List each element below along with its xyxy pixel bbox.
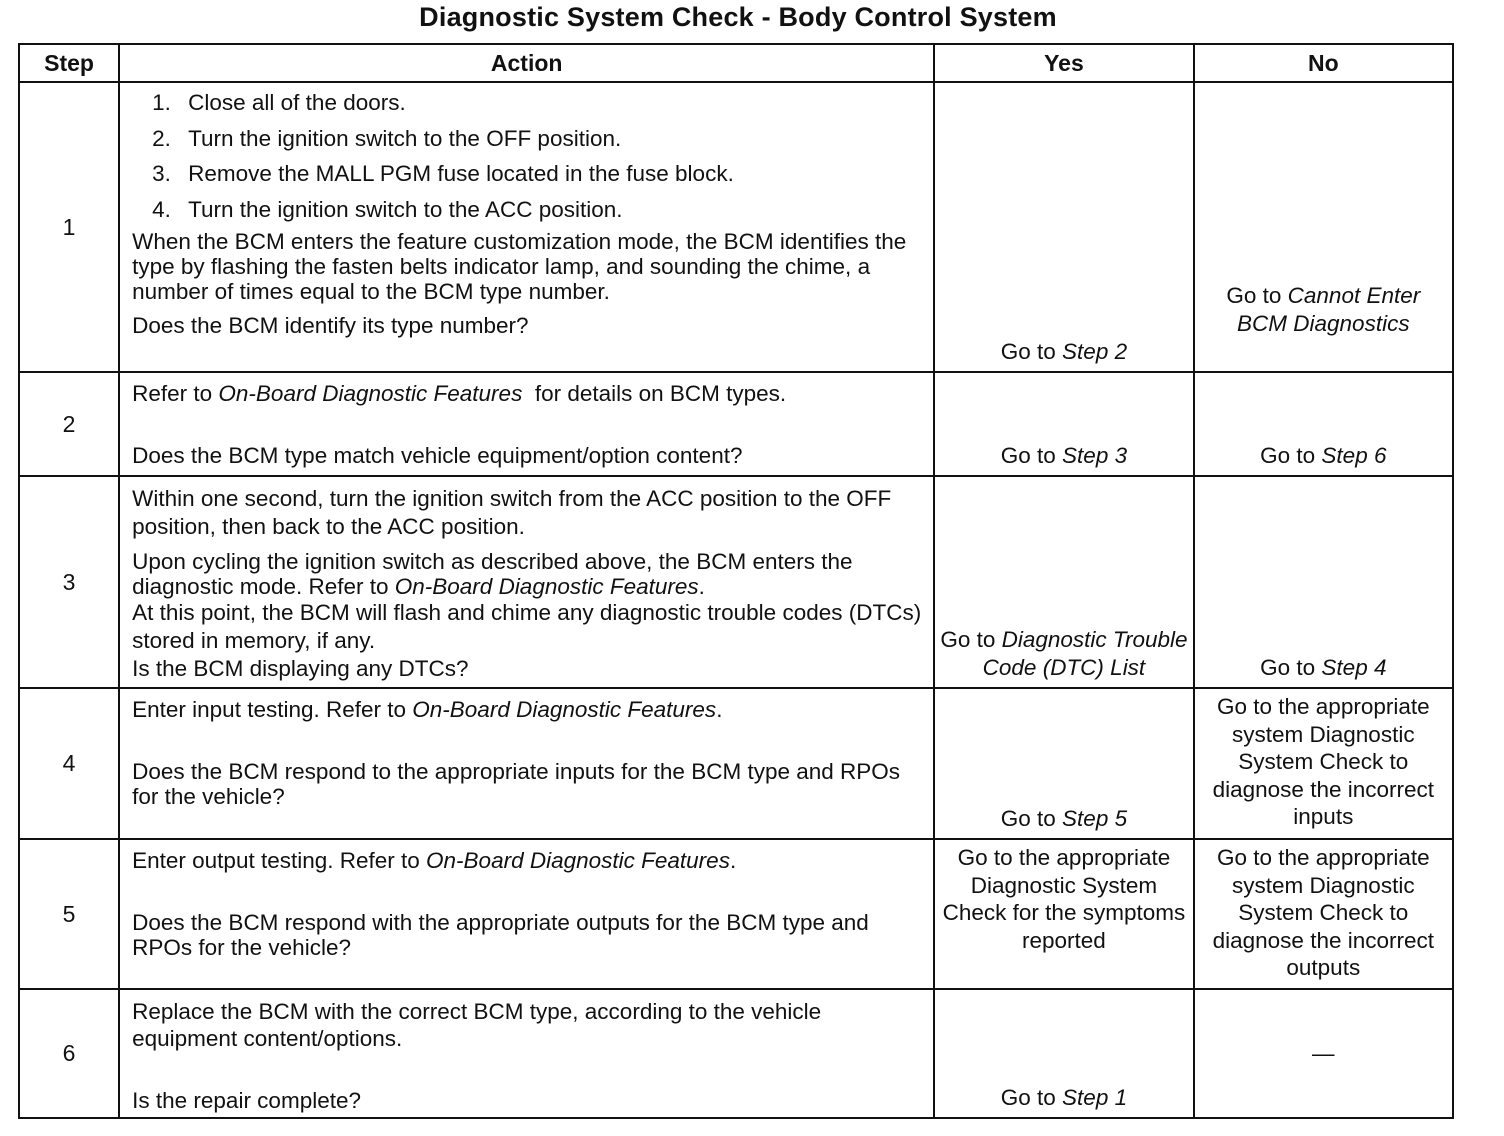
- action-cell: [119, 372, 934, 476]
- action-text: Upon cycling the ignition switch as described above, the BCM enters the diagnostic mode. Refer to On-Board Diagnostic Features.: [132, 549, 853, 599]
- on-board-diagnostic-features-link[interactable]: On-Board Diagnostic Features: [412, 697, 717, 722]
- action-text: Enter input testing. Refer to On-Board Diagnostic Features.: [132, 697, 723, 722]
- yes-cell: Go to Step 2: [934, 82, 1193, 372]
- no-cell: Go to Step 4: [1194, 476, 1453, 688]
- action-question: Is the repair complete?: [132, 1088, 361, 1113]
- no-cell: —: [1194, 989, 1453, 1118]
- action-list: [132, 85, 925, 227]
- action-cell: [119, 839, 934, 989]
- step-number: 4: [19, 688, 119, 839]
- action-question: Does the BCM type match vehicle equipment/option content?: [132, 443, 743, 468]
- table-row-step-6: [19, 989, 1453, 1118]
- step-number: 5: [19, 839, 119, 989]
- on-board-diagnostic-features-link[interactable]: On-Board Diagnostic Features: [218, 381, 523, 406]
- on-board-diagnostic-features-link[interactable]: On-Board Diagnostic Features: [426, 848, 730, 873]
- header-row: [19, 44, 1453, 82]
- action-text: Within one second, turn the ignition switch from the ACC position to the OFF position, then back to the ACC position.: [132, 486, 892, 539]
- step-number: 1: [19, 82, 119, 372]
- header-action: Action: [119, 44, 934, 82]
- action-text: Enter output testing. Refer to On-Board Diagnostic Features.: [132, 848, 737, 873]
- cannot-enter-bcm-diagnostics-link[interactable]: Cannot Enter BCM Diagnostics: [1237, 283, 1421, 336]
- action-cell: [119, 476, 934, 688]
- table-row-step-5: [19, 839, 1453, 989]
- action-text: Replace the BCM with the correct BCM type, according to the vehicle equipment content/options.: [132, 999, 822, 1051]
- yes-cell: Go to Step 3: [934, 372, 1193, 476]
- action-text: When the BCM enters the feature customization mode, the BCM identifies the type by flashing the fasten belts indicator lamp, and sounding the chime, a number of times equal to the BCM type number.: [132, 229, 907, 304]
- action-question: Does the BCM identify its type number?: [132, 313, 529, 338]
- header-step: Step: [19, 44, 119, 82]
- table-row-step-3: [19, 476, 1453, 688]
- step-6-link[interactable]: Step 6: [1321, 442, 1387, 468]
- dtc-list-link[interactable]: Diagnostic Trouble Code (DTC) List: [982, 627, 1188, 680]
- list-item: 4. Turn the ignition switch to the ACC position.: [152, 196, 623, 222]
- yes-cell: Go to Step 1: [934, 989, 1193, 1118]
- action-text: At this point, the BCM will flash and chime any diagnostic trouble codes (DTCs) stored in memory, if any.: [132, 600, 922, 653]
- diagnostic-table: [18, 43, 1454, 1119]
- step-number: 6: [19, 989, 119, 1118]
- header-yes: Yes: [934, 44, 1193, 82]
- no-cell: Go to the appropriate system Diagnostic System Check to diagnose the incorrect inputs: [1194, 688, 1453, 839]
- list-item: 1. Close all of the doors.: [152, 90, 406, 115]
- action-question: Does the BCM respond to the appropriate inputs for the BCM type and RPOs for the vehicle?: [132, 759, 901, 809]
- action-text: Refer to On-Board Diagnostic Features for details on BCM types.: [132, 381, 787, 406]
- action-question: Is the BCM displaying any DTCs?: [132, 656, 469, 681]
- header-no: No: [1194, 44, 1453, 82]
- step-number: 3: [19, 476, 119, 688]
- table-row-step-1: [19, 82, 1453, 372]
- action-cell: [119, 989, 934, 1118]
- step-3-link[interactable]: Step 3: [1062, 442, 1128, 468]
- page-title: Diagnostic System Check - Body Control System: [419, 2, 1057, 32]
- action-question: Does the BCM respond with the appropriate outputs for the BCM type and RPOs for the vehicle?: [132, 910, 869, 960]
- step-1-link[interactable]: Step 1: [1062, 1084, 1128, 1110]
- list-item: 2. Turn the ignition switch to the OFF position.: [152, 125, 622, 151]
- on-board-diagnostic-features-link[interactable]: On-Board Diagnostic Features: [394, 574, 699, 599]
- no-cell: Go to Cannot Enter BCM Diagnostics: [1194, 82, 1453, 372]
- no-cell: Go to the appropriate system Diagnostic System Check to diagnose the incorrect outputs: [1194, 839, 1453, 989]
- yes-cell: Go to the appropriate Diagnostic System Check for the symptoms reported: [934, 839, 1193, 989]
- no-cell: Go to Step 6: [1194, 372, 1453, 476]
- yes-cell: Go to Diagnostic Trouble Code (DTC) List: [934, 476, 1193, 688]
- table-row-step-4: [19, 688, 1453, 839]
- step-number: 2: [19, 372, 119, 476]
- step-4-link[interactable]: Step 4: [1321, 654, 1387, 680]
- table-row-step-2: [19, 372, 1453, 476]
- yes-cell: Go to Step 5: [934, 688, 1193, 839]
- action-cell: [119, 82, 934, 372]
- list-item: 3. Remove the MALL PGM fuse located in the fuse block.: [152, 161, 734, 186]
- action-cell: [119, 688, 934, 839]
- step-2-link[interactable]: Step 2: [1062, 338, 1128, 364]
- step-5-link[interactable]: Step 5: [1062, 805, 1128, 831]
